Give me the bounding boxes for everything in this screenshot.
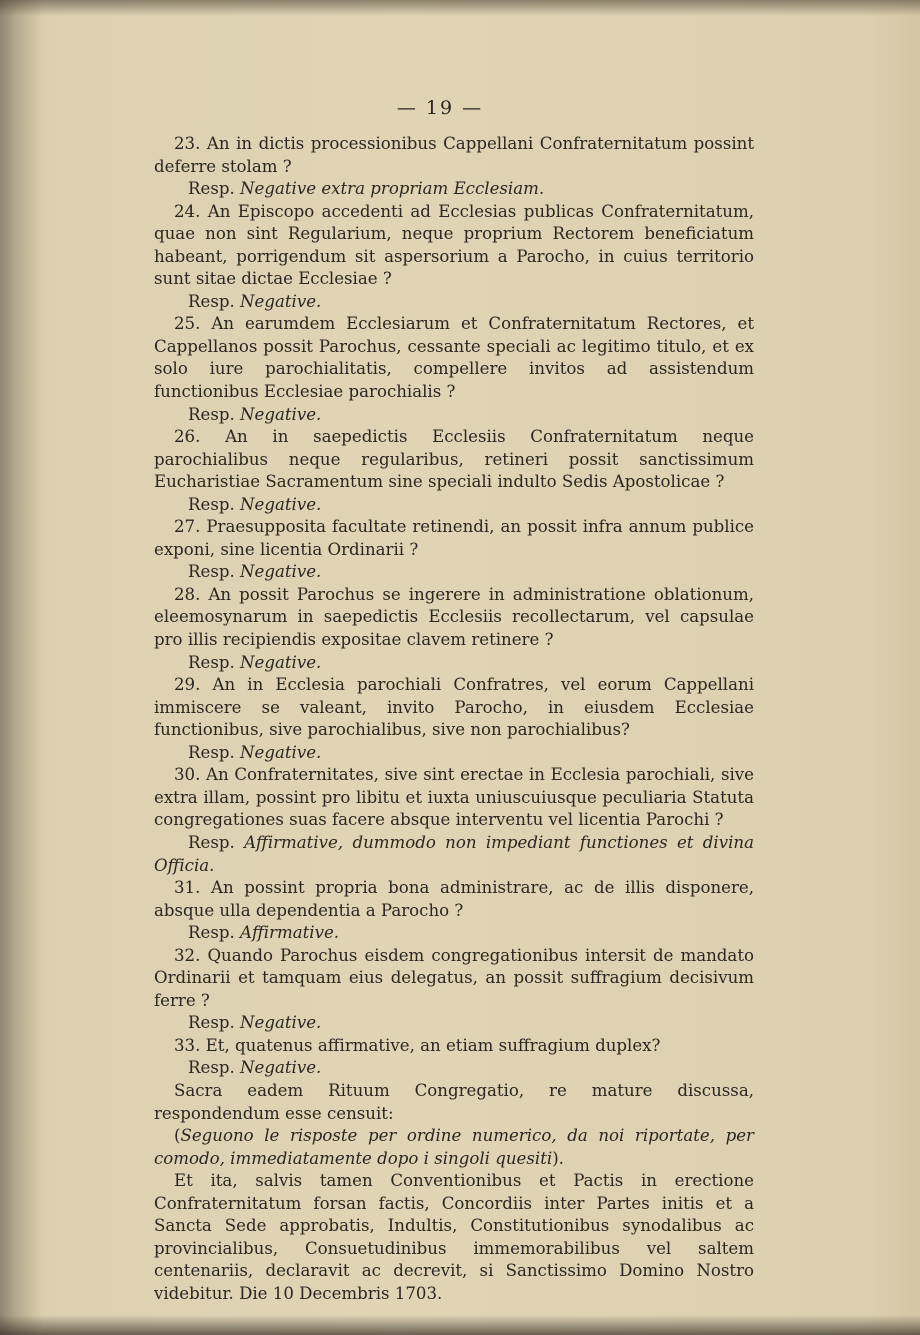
answer-32: Negative. (240, 1013, 322, 1033)
question-27: 27. Praesupposita facultate retinendi, an possit infra annum publice exponi, sine licentia Ordinarii ? (154, 517, 754, 559)
bottom-edge-shadow (0, 1315, 920, 1335)
response-27: Resp. Negative. (188, 562, 322, 582)
top-edge-shadow (0, 0, 920, 16)
question-28: 28. An possit Parochus se ingerere in administratione oblationum, eleemosynarum in saepedictis Ecclesiis recollectarum, vel capsulae pro illis recipiendis expositae clavem retinere ? (154, 584, 754, 650)
page-body (154, 133, 754, 1305)
response-32: Resp. Negative. (188, 1013, 322, 1033)
page-gutter (0, 0, 42, 1335)
answer-23: Negative extra propriam Ecclesiam. (240, 179, 545, 199)
question-25: 25. An earumdem Ecclesiarum et Confraternitatum Rectores, et Cappellanos possit Parochus, cessante speciali ac legitimo titulo, et ex solo iure parochialitatis, compellere invitos ad assistendum functionibus Ecclesiae parochialis ? (154, 314, 754, 402)
page-number: — 19 — (396, 97, 484, 119)
question-33: 33. Et, quatenus affirmative, an etiam suffragium duplex? (174, 1035, 661, 1055)
editorial-note-text: Seguono le risposte per ordine numerico, da noi riportate, per comodo, immediatamente dopo i singoli quesiti (154, 1126, 754, 1168)
response-31: Resp. Affirmative. (188, 923, 340, 943)
question-29: 29. An in Ecclesia parochiali Confratres, vel eorum Cappellani immiscere se valeant, invito Parocho, in eiusdem Ecclesiae functionibus, sive parochialibus, sive non parochialibus? (154, 675, 754, 740)
response-26: Resp. Negative. (188, 494, 322, 514)
answer-31: Affirmative. (240, 923, 340, 943)
answer-33: Negative. (240, 1058, 322, 1078)
question-31: 31. An possint propria bona administrare, ac de illis disponere, absque ulla dependentia a Parocho ? (154, 878, 754, 920)
response-33: Resp. Negative. (188, 1058, 322, 1078)
question-30: 30. An Confraternitates, sive sint erectae in Ecclesia parochiali, sive extra illam, possint pro libitu et iuxta uniuscuiusque peculiaria Statuta congregationes suas facere absque interventu vel licentia Parochi ? (154, 765, 754, 830)
response-24: Resp. Negative. (188, 291, 322, 311)
response-30: Resp. Affirmative, dummodo non impediant functiones et divina Officia. (154, 832, 754, 875)
answer-30: Affirmative, dummodo non impediant functiones et divina Officia. (154, 832, 754, 875)
response-25: Resp. Negative. (188, 404, 322, 424)
response-23: Resp. Negative extra propriam Ecclesiam. (188, 179, 545, 199)
question-32: 32. Quando Parochus eisdem congregationibus intersit de mandato Ordinarii et tamquam eius delegatus, an possit suffragium decisivum ferre ? (154, 945, 754, 1010)
answer-26: Negative. (240, 494, 322, 514)
answer-29: Negative. (240, 742, 322, 762)
response-28: Resp. Negative. (188, 652, 322, 672)
answer-28: Negative. (240, 652, 322, 672)
answer-25: Negative. (240, 404, 322, 424)
answer-24: Negative. (240, 291, 322, 311)
response-29: Resp. Negative. (188, 742, 322, 762)
question-23: 23. An in dictis processionibus Cappellani Confraternitatum possint deferre stolam ? (154, 134, 754, 176)
answer-27: Negative. (240, 562, 322, 582)
editorial-note: (Seguono le risposte per ordine numerico, da noi riportate, per comodo, immediatamente dopo i singoli quesiti). (154, 1126, 754, 1168)
conclusion-paragraph: Sacra eadem Rituum Congregatio, re mature discussa, respondendum esse censuit: (154, 1080, 754, 1123)
question-24: 24. An Episcopo accedenti ad Ecclesias publicas Confraternitatum, quae non sint Regularium, neque proprium Rectorem beneficiatum habeant, porrigendum sit aspersorium a Parocho, in cuius territorio sunt sitae dictae Ecclesiae ? (154, 201, 754, 289)
final-paragraph: Et ita, salvis tamen Conventionibus et Pactis in erectione Confraternitatum forsan factis, Concordiis inter Partes initis et a Sancta Sede approbatis, Indultis, Constitutionibus synodalibus ac provincialibus, Consuetudinibus immemorabilibus vel saltem centenariis, declaravit ac decrevit, si Sanctissimo Domino Nostro videbitur. Die 10 Decembris 1703. (154, 1171, 754, 1303)
question-26: 26. An in saepedictis Ecclesiis Confraternitatum neque parochialibus neque regularibus, retineri possit sanctissimum Eucharistiae Sacramentum sine speciali indulto Sedis Apostolicae ? (154, 427, 754, 492)
